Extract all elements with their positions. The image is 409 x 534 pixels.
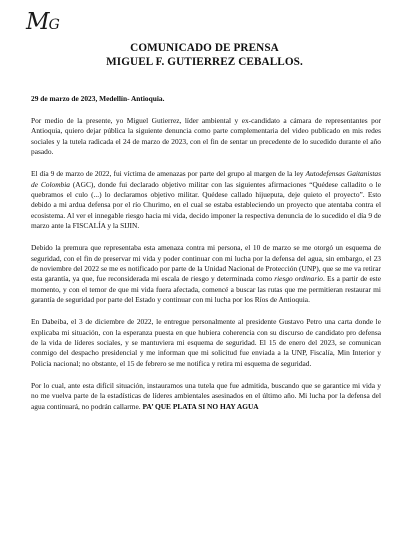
mg-logo <box>26 10 59 37</box>
paragraph-3 <box>31 243 381 305</box>
paragraph-5-slogan: PA’ QUE PLATA SI NO HAY AGUA <box>142 401 259 411</box>
header-author: MIGUEL F. GUTIERREZ CEBALLOS. <box>106 55 303 68</box>
paragraph-2-group-name: Autodefensas Gaitanistas de Colombia <box>31 169 381 189</box>
date-line: 29 de marzo de 2023, Medellín- Antioquia. <box>31 94 165 103</box>
paragraph-5-part-a: Por lo cual, ante esta difícil situación, instauramos una tutela que fue admitida, buscando que se garantice mi vida y no me vuelva parte de la estadísticas de líderes ambientales asesinados en el último año. Mi lucha por la defensa del agua continuará, no podrán callarme. <box>31 380 381 411</box>
logo-letter-m: M <box>26 9 49 35</box>
paragraph-3-part-a: Debido la premura que representaba esta amenaza contra mi persona, el 10 de marzo se me otorgó un esquema de seguridad, con el fin de preservar mi vida y poder continuar con mi lucha por la defensa del agua, sin embargo, el 23 de noviembre del 2022 se me es notificado por parte de la Unidad Nacional de Protección (UNP), que se me va retirar esta garantía, ya que, fue reconsiderada mi escala de riesgo y determinada como <box>31 243 381 284</box>
paragraph-1: Por medio de la presente, yo Miguel Gutierrez, líder ambiental y ex-candidato a cámara de representantes por Antioquia, quiero dejar pública la siguiente denuncia como parte complementaria del video publicado en mis redes sociales y la tutela radicada el 24 de marzo de 2023, con el fin de sentar un precedente de lo sucedido durante el año pasado. <box>31 116 381 156</box>
document-header <box>0 42 409 69</box>
paragraph-2 <box>31 169 381 231</box>
paragraph-2-part-a: El día 9 de marzo de 2022, fui víctima de amenazas por parte del grupo al margen de la ley <box>31 169 306 179</box>
paragraph-3-risk-level: riesgo ordinario <box>274 274 323 284</box>
paragraph-3-part-b: . Es a partir de este momento, y con el temor de que mi vida fuera afectada, comencé a buscar las rutas que me permitieran restaurar mi garantía de seguridad por parte del Estado y continuar con mi lucha por los Ríos de Antioquia. <box>31 274 381 304</box>
document-body <box>31 116 381 412</box>
paragraph-5 <box>31 381 381 412</box>
paragraph-2-part-b: (AGC), donde fui declarado objetivo militar con las siguientes afirmaciones “Quédese calladito o le quebramos el culo (...) lo declaramos objetivo militar. Quédese callado hijueputa, deje quieto el proyecto”. Esto debido a mi ardua defensa por el río Churimo, en el cual se estaba estableciendo un proyecto que atentaba contra el ecosistema. Al ver el innegable riesgo hacia mi vida, decido imponer la respectiva denuncia de lo sucedido el día 9 de marzo ante la FISCALÍA y la SIJIN. <box>31 179 381 230</box>
header-title: COMUNICADO DE PRENSA <box>130 42 279 54</box>
paragraph-4: En Dabeiba, el 3 de diciembre de 2022, le entregue personalmente al presidente Gustavo Petro una carta donde le explicaba mi situación, con la esperanza puesta en que hubiera coherencia con su discurso de candidato pro defensa de la vida de líderes sociales, y se mantuviera mi esquema de seguridad. El 15 de enero del 2023, se comunican conmigo del despacho presidencial y me informan que mi solicitud fue enviada a la UNP, Fiscalía, Min Interior y Policía nacional; no obstante, el 15 de febrero se me notifica y retira mi esquema de seguridad. <box>31 317 381 368</box>
logo-letter-g: G <box>48 17 59 33</box>
